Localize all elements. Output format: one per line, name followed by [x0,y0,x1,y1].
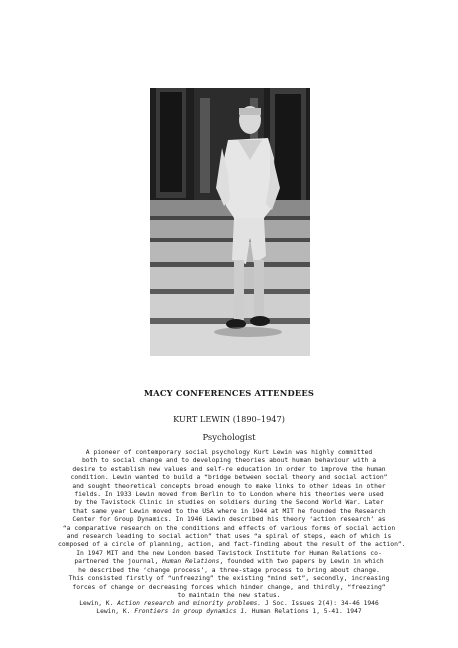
ref-source: Human Relations 1, 5-41. 1947 [247,608,362,616]
bio-line: that same year Lewin moved to the USA where in 1944 at MIT he founded the Research [72,507,386,515]
bio-text: , founded with two papers by Lewin in which [219,558,384,566]
bio-line: both to social change and to developing theories about human behaviour with a [81,457,377,465]
ref-source: J Soc. Issues 2(4): 34-46 1946 [261,600,379,607]
bio-line: he described the ‘change process’, a three-stage process to bring about change. [78,566,380,574]
ref-author: Lewin, K. [96,608,135,616]
bio-line: In 1947 MIT and the new London based Tavistock Institute for Human Relations co- [76,549,382,557]
ref-title: Action research and minority problems. [117,600,262,607]
bio-line: and sought theoretical concepts broad enough to make links to other ideas in other [72,482,386,490]
bio-line: “a comparative research on the conditions and effects of various forms of social action [62,524,396,532]
reference-item [58,600,400,608]
bio-line: forces of change or decreasing forces which hinder change, and thirdly, “freezing” [72,583,386,591]
bio-line: composed of a circle of planning, action, and fact-finding about the result of the action”. [58,541,406,549]
reference-item [58,608,400,616]
references [58,600,400,616]
bio-line: desire to establish new values and self-re education in order to improve the human [72,465,386,473]
biography-paragraph [58,449,406,600]
portrait-photo [150,88,310,356]
bio-line: and research leading to social action” that uses “a spiral of steps, each of which is [66,533,392,541]
bio-line: A pioneer of contemporary social psychology Kurt Lewin was highly committed [85,449,373,456]
person-role: Psychologist [202,432,256,442]
page-heading: MACY CONFERENCES ATTENDEES [143,388,315,398]
bio-line: condition. Lewin wanted to build a “bridge between social theory and social action” [70,474,388,482]
journal-title: Human Relations [162,558,220,566]
bio-line: to maintain the new status. [177,591,281,599]
bio-line [58,558,400,566]
ref-author: Lewin, K. [79,600,118,607]
ref-title: Frontiers in group dynamics 1. [134,608,248,616]
bio-line: This consisted firstly of “unfreezing” the existing “mind set”, secondly, increasing [68,575,390,583]
bio-line: by the Tavistock Clinic in studies on soldiers during the Second World War. Later [74,499,384,507]
bio-line: Center for Group Dynamics. In 1946 Lewin described his theory ‘action research’ as [72,516,386,524]
bio-text: partnered the journal, [74,558,163,566]
person-name: KURT LEWIN (1890–1947) [173,414,285,424]
bio-line: fields. In 1933 Lewin moved from Berlin to to London where his theories were used [74,491,384,499]
